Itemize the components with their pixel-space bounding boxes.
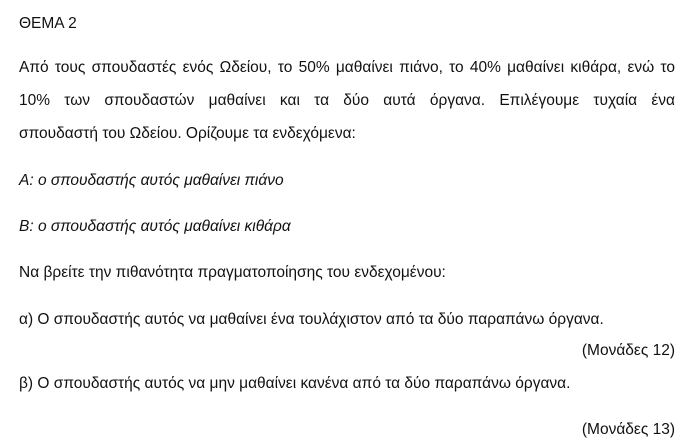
question-a-marks: (Μονάδες 12): [581, 342, 675, 359]
intro-line-2: 10% των σπουδαστών μαθαίνει και τα δύο αυτά όργανα. Επιλέγουμε τυχαία ένα: [19, 92, 675, 109]
intro-line-3: σπουδαστή του Ωδείου. Ορίζουμε τα ενδεχόμενα:: [19, 125, 356, 142]
event-b: Β: ο σπουδαστής αυτός μαθαίνει κιθάρα: [19, 218, 291, 235]
intro-line-1: Από τους σπουδαστές ενός Ωδείου, το 50% μαθαίνει πιάνο, το 40% μαθαίνει κιθάρα, ενώ το: [19, 59, 675, 76]
question-b-marks: (Μονάδες 13): [581, 421, 675, 438]
question-b: β) Ο σπουδαστής αυτός να μην μαθαίνει κανένα από τα δύο παραπάνω όργανα.: [19, 375, 571, 392]
section-title: ΘΕΜΑ 2: [19, 15, 77, 32]
event-a: Α: ο σπουδαστής αυτός μαθαίνει πιάνο: [19, 172, 284, 189]
question-a: α) Ο σπουδαστής αυτός να μαθαίνει ένα τουλάχιστον από τα δύο παραπάνω όργανα.: [19, 311, 604, 328]
question-prompt: Να βρείτε την πιθανότητα πραγματοποίησης του ενδεχομένου:: [19, 264, 446, 281]
